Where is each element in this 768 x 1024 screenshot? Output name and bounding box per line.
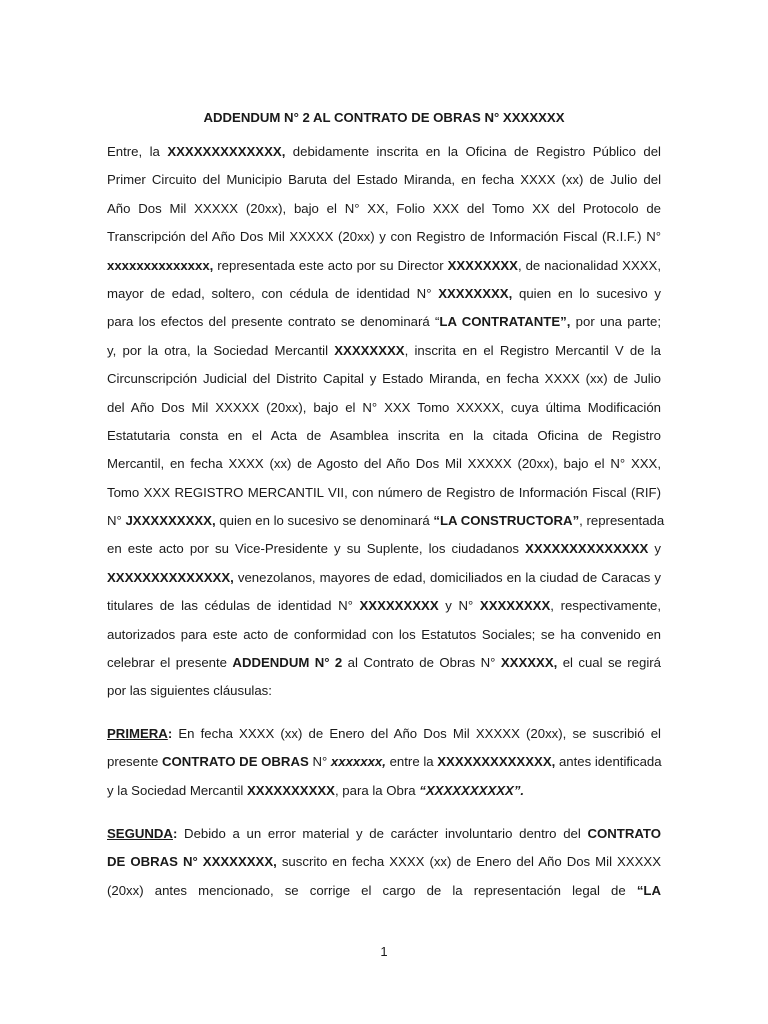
- text-run: para los efectos del presente contrato se denominará “: [107, 314, 440, 330]
- text-run: Mercantil, en fecha XXXX (xx) de Agosto del Año Dos Mil XXXXX (20xx), bajo el N° XXX,: [107, 456, 661, 472]
- text-line: [107, 308, 661, 336]
- clause-segunda-paragraph: [107, 820, 661, 905]
- emphasized-text: XXXXXXXXXXXXXX: [525, 541, 649, 557]
- page-number: 1: [380, 944, 388, 959]
- text-run: quien en lo sucesivo y: [512, 285, 661, 301]
- text-line: [107, 450, 661, 478]
- text-line: [107, 877, 661, 905]
- text-run: N°: [308, 754, 331, 770]
- text-run: representada este acto por su Director: [213, 257, 448, 273]
- text-run: Entre, la: [107, 144, 168, 159]
- emphasized-text: CONTRATO: [587, 826, 661, 841]
- text-run: por una parte;: [570, 314, 661, 330]
- text-line: [107, 592, 661, 620]
- text-run: titulares de las cédulas de identidad N°: [107, 598, 360, 614]
- emphasized-text: XXXXXXXX: [334, 342, 405, 358]
- emphasized-text: CONTRATO DE OBRAS: [162, 754, 309, 770]
- text-line: [107, 195, 661, 223]
- text-run: , inscrita en el Registro Mercantil V de la: [404, 342, 662, 358]
- text-line: [107, 394, 661, 422]
- text-run: y, por la otra, la Sociedad Mercantil: [107, 342, 335, 358]
- emphasized-text: “LA CONSTRUCTORA”: [433, 513, 580, 529]
- emphasized-text: :: [167, 726, 173, 741]
- text-run: debidamente inscrita en la Oficina de Registro Público del: [285, 144, 661, 159]
- text-run: en este acto por su Vice-Presidente y su Suplente, los ciudadanos: [107, 541, 526, 557]
- emphasized-text: “XXXXXXXXXX”.: [419, 782, 525, 798]
- text-run: venezolanos, mayores de edad, domiciliados en la ciudad de Caracas y: [233, 569, 661, 585]
- text-line: [107, 720, 661, 748]
- text-line: [107, 280, 661, 308]
- text-run: Circunscripción Judicial del Distrito Capital y Estado Miranda, en fecha XXXX (xx) de Julio: [107, 371, 661, 387]
- clause-primera-paragraph: [107, 720, 661, 805]
- text-run: En fecha XXXX (xx) de Enero del Año Dos Mil XXXXX (20xx), se suscribió el: [172, 726, 661, 741]
- emphasized-text: XXXXXX,: [500, 655, 558, 671]
- text-run: entre la: [385, 754, 438, 770]
- text-run: autorizados para este acto de conformidad con los Estatutos Sociales; se ha convenido en: [107, 626, 661, 642]
- emphasized-text: xxxxxxx,: [330, 754, 386, 770]
- text-run: y: [648, 541, 661, 557]
- emphasized-text: SEGUNDA: [107, 826, 173, 841]
- text-run: del Año Dos Mil XXXXX (20xx), bajo el N° XXX Tomo XXXXX, cuya última Modificación: [107, 399, 661, 415]
- emphasized-text: XXXXXXXX: [479, 598, 551, 614]
- text-run: presente: [107, 754, 162, 770]
- text-run: N°: [107, 513, 126, 529]
- text-run: Transcripción del Año Dos Mil XXXXX (20xx) y con Registro de Información Fiscal (R.I.F.) N°: [107, 229, 661, 245]
- text-run: , respectivamente,: [550, 598, 661, 614]
- text-line: [107, 507, 665, 535]
- text-line: [107, 820, 661, 848]
- emphasized-text: XXXXXXXXXXXXX,: [167, 144, 286, 159]
- emphasized-text: XXXXXXXXXX: [247, 782, 335, 798]
- text-run: , representada: [579, 513, 665, 529]
- text-line: [107, 138, 661, 166]
- emphasized-text: XXXXXXXX: [447, 257, 518, 273]
- emphasized-text: LA CONTRATANTE”,: [439, 314, 571, 330]
- text-line: [107, 422, 661, 450]
- text-run: por las siguientes cláusulas:: [107, 683, 272, 699]
- text-run: y la Sociedad Mercantil: [107, 782, 248, 798]
- text-line: [107, 535, 661, 563]
- emphasized-text: ADDENDUM N° 2: [232, 655, 343, 671]
- emphasized-text: JXXXXXXXXX,: [125, 513, 216, 529]
- text-run: Estatutaria consta en el Acta de Asamblea inscrita en la citada Oficina de Registro: [107, 427, 661, 443]
- text-line: [107, 223, 661, 251]
- text-run: (20xx) antes mencionado, se corrige el cargo de la representación legal de: [107, 882, 637, 898]
- text-run: , para la Obra: [334, 782, 420, 798]
- text-line: [107, 621, 661, 649]
- text-line: [107, 337, 661, 365]
- text-run: celebrar el presente: [107, 655, 233, 671]
- text-run: antes identificada: [555, 754, 662, 770]
- text-run: y N°: [438, 598, 480, 614]
- text-line: [107, 365, 661, 393]
- text-line: [107, 748, 661, 776]
- text-line: [107, 166, 661, 194]
- text-line: [107, 677, 661, 705]
- text-run: Año Dos Mil XXXXX (20xx), bajo el N° XX, Folio XXX del Tomo XX del Protocolo de: [107, 200, 661, 216]
- text-line: [107, 848, 661, 876]
- emphasized-text: :: [172, 826, 178, 841]
- text-run: suscrito en fecha XXXX (xx) de Enero del Año Dos Mil XXXXX: [276, 854, 661, 870]
- text-run: quien en lo sucesivo se denominará: [215, 513, 434, 529]
- preamble-paragraph: [107, 138, 665, 706]
- emphasized-text: XXXXXXXXXXXXXX,: [107, 569, 234, 585]
- text-run: Tomo XXX REGISTRO MERCANTIL VII, con número de Registro de Información Fiscal (RIF): [107, 484, 661, 500]
- text-line: [107, 777, 661, 805]
- text-run: , de nacionalidad XXXX,: [517, 257, 661, 273]
- text-run: el cual se regirá: [557, 655, 661, 671]
- document-title: ADDENDUM N° 2 AL CONTRATO DE OBRAS N° XXXXXXX: [203, 110, 565, 125]
- text-run: Debido a un error material y de carácter involuntario dentro del: [177, 826, 588, 841]
- text-run: al Contrato de Obras N°: [342, 655, 501, 671]
- emphasized-text: DE OBRAS N° XXXXXXXX,: [107, 854, 277, 870]
- text-line: [107, 479, 661, 507]
- text-line: [107, 649, 661, 677]
- text-line: [107, 252, 661, 280]
- emphasized-text: XXXXXXXXX: [359, 598, 439, 614]
- emphasized-text: “LA: [636, 882, 661, 898]
- text-run: Primer Circuito del Municipio Baruta del Estado Miranda, en fecha XXXX (xx) de Julio del: [107, 172, 661, 188]
- emphasized-text: xxxxxxxxxxxxxx,: [107, 257, 214, 273]
- text-run: mayor de edad, soltero, con cédula de identidad N°: [107, 285, 439, 301]
- emphasized-text: XXXXXXXXXXXXX,: [437, 754, 556, 770]
- text-line: [107, 564, 661, 592]
- emphasized-text: PRIMERA: [107, 726, 168, 741]
- emphasized-text: XXXXXXXX,: [438, 285, 513, 301]
